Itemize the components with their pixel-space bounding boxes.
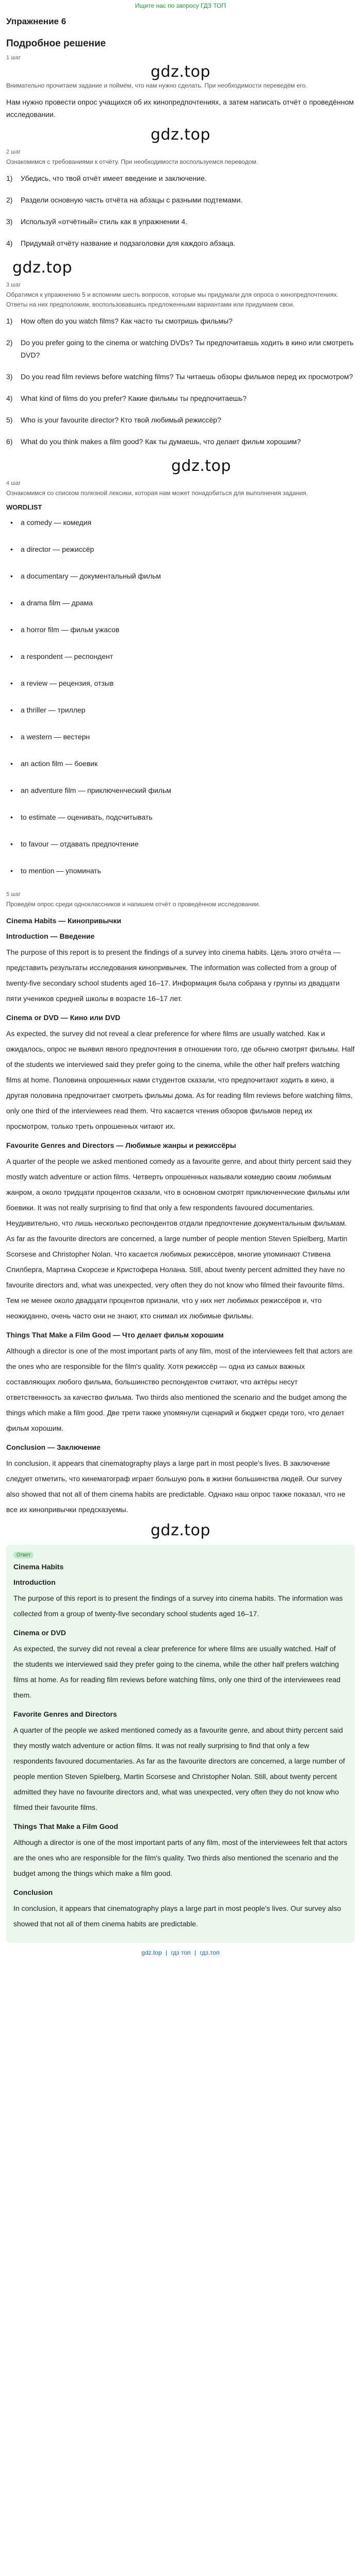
wordlist-item: • to mention — упоминать <box>6 865 355 877</box>
top-search-link[interactable]: Ищите нас по запросу ГДЗ ТОП <box>135 2 226 9</box>
section-paragraph: A quarter of the people we asked mentioned comedy as a favourite genre, and about thirty percent said they mostly watch adventure or action films. Четверть опрошенных называли комедию своим любимым жанром, а около тридцати процентов сказали, что в основном смотрят приключенческие фильмы или боевики. It was not really surprising to find that only a few respondents favoured documentaries. Неудивительно, что лишь несколько респондентов отдали предпочтение документальным фильмам. As far as the favourite directors are concerned, a large number of people mention Steven Spielberg, Martin Scorsese and Christopher Nolan. Что касается любимых режиссёров, многие упоминают Стивена Спилберга, Мартина Скорсезе и Кристофера Нолана. Still, about twenty percent admitted they have no favourite directors and, what was unexpected, very often they do not know who filmed their favourite films. Тем не менее около двадцати процентов признали, что у них нет любимых режиссёров и, что неожиданно, очень часто они не знают, кто снимал их любимые фильмы. <box>6 1157 352 1320</box>
footer-link[interactable]: gdz.top <box>141 1949 162 1956</box>
exercise-title: Упражнение 6 <box>6 16 67 26</box>
wordlist-item: • a review — рецензия, отзыв <box>6 677 355 689</box>
wordlist-item: • a drama film — драма <box>6 597 355 609</box>
section-title: Introduction — Введение <box>6 932 95 940</box>
requirements-list <box>6 172 355 249</box>
section-paragraph: As expected, the survey did not reveal a clear preference for where films are usually watched. Как и ожидалось, опрос не выявил явного предпочтения в отношении того, где обычно смотрят фильмы. Half of the students we interviewed said they prefer going to the cinema, while the other half prefers watching films at home. Половина опрошенных нами студентов сказали, что предпочитают ходить в кино, а другая половина предпочитает смотреть фильмы дома. As for reading film reviews before watching films, only one third of the interviewees read them. Что касается чтения обзоров фильмов перед их просмотром, только треть опрошенных читают их. <box>6 1029 355 1130</box>
answer-paragraph: Although a director is one of the most important parts of any film, most of the interviewees felt that actors are the ones who are responsible for the film's quality. Two thirds also mentioned the scenario and the budget among the things which make a film good. <box>13 1838 348 1877</box>
step-5-label: 5 шаг <box>6 891 21 897</box>
watermark: gdz.top <box>150 1521 211 1539</box>
section-title: Cinema or DVD — Кино или DVD <box>6 1013 121 1022</box>
watermark: gdz.top <box>150 63 211 81</box>
wordlist-title: WORDLIST <box>6 503 42 511</box>
step-1-label: 1 шаг <box>6 55 21 61</box>
answer-box <box>6 1545 355 1943</box>
section-title: Cinema Habits — Кинопривычки <box>6 917 122 925</box>
watermark: gdz.top <box>12 259 73 277</box>
step-3-note: Обратимся к упражнению 5 и вспомним шесть вопросов, которые мы придумали для опроса о кинопредпочтениях. Ответы на них предположим, воспользовавшись предложенными вариантами или придумаем свои. <box>6 291 339 308</box>
wordlist-item: • a comedy — комедия <box>6 516 355 529</box>
list-item: 2) Do you prefer going to the cinema or watching DVDs? Ты предпочитаешь ходить в кино или смотреть DVD? <box>6 338 354 359</box>
list-item: 2) Раздели основную часть отчёта на абзацы с разными подтемами. <box>6 196 243 204</box>
list-item: 6) What do you think makes a film good? Как ты думаешь, что делает фильм хорошим? <box>6 437 301 446</box>
wordlist-item: • a documentary — документальный фильм <box>6 570 355 582</box>
watermark: gdz.top <box>171 457 232 475</box>
step-5-note: Проведём опрос среди одноклассников и напишем отчёт о проведённом исследовании. <box>6 901 260 908</box>
list-item: 4) Придумай отчёту название и подзаголовки для каждого абзаца. <box>6 239 236 247</box>
footer-separator: | <box>166 1949 168 1956</box>
questions-list <box>6 315 355 448</box>
answer-paragraph: As expected, the survey did not reveal a clear preference for where films are usually watched. Half of the students we interviewed said they prefer going to the cinema, while the other half prefers watching films at home. As for reading film reviews before watching films, only one third of the interviewees read them. <box>13 1645 341 1699</box>
section-paragraph: The purpose of this report is to present the findings of a survey into cinema habits. Цель этого отчёта — представить результаты исследования кинопривычек. The information was collected from a group of twenty-five secondary school students aged 16–17. Информация была собрана у группы из двадцати пяти учеников средней школы в возрасте 16–17 лет. <box>6 948 341 1003</box>
list-item: 3) Do you read film reviews before watching films? Ты читаешь обзоры фильмов перед их просмотром? <box>6 372 353 381</box>
answer-section-title: Introduction <box>13 1578 56 1586</box>
answer-paragraph: The purpose of this report is to present the findings of a survey into cinema habits. The information was collected from a group of twenty-five secondary school students aged 16–17. <box>13 1594 343 1618</box>
step-2-label: 2 шаг <box>6 149 21 155</box>
answer-tag: Ответ <box>13 1552 34 1558</box>
footer-link[interactable]: гдз.топ <box>200 1949 220 1956</box>
answer-section-title: Conclusion <box>13 1888 53 1896</box>
list-item: 5) Who is your favourite director? Кто твой любимый режиссёр? <box>6 416 221 424</box>
wordlist-item: • to favour — отдавать предпочтение <box>6 838 355 850</box>
wordlist-item: • a thriller — триллер <box>6 704 355 716</box>
step-1-text: Нам нужно провести опрос учащихся об их кинопредпочтениях, а затем написать отчёт о проведённом исследовании. <box>6 98 354 118</box>
wordlist-item: • a respondent — респондент <box>6 650 355 663</box>
step-2-note: Ознакомимся с требованиями к отчёту. При необходимости воспользуемся переводом. <box>6 158 258 165</box>
step-3-label: 3 шаг <box>6 282 21 288</box>
section-title: Conclusion — Заключение <box>6 1443 101 1451</box>
list-item: 4) What kind of films do you prefer? Какие фильмы ты предпочитаешь? <box>6 394 247 402</box>
answer-paragraph: A quarter of the people we asked mentioned comedy as a favourite genre, and about thirty percent said they mostly watch adventure or action films. It was not really surprising to find that only a few respondents favoured documentaries. As far as the favourite directors are concerned, a large number of people mention Steven Spielberg, Martin Scorsese and Christopher Nolan. Still, about twenty percent admitted they have no favourite directors and, what was unexpected, very often they do not know who filmed their favourite films. <box>13 1726 345 1811</box>
step-4-note: Ознакомимся со списком полезной лексики, которая нам может понадобиться для выполнения задания. <box>6 489 308 497</box>
list-item: 1) Убедись, что твой отчёт имеет введение и заключение. <box>6 174 207 182</box>
list-item: 1) How often do you watch films? Как часто ты смотришь фильмы? <box>6 317 233 325</box>
wordlist-item: • an adventure film — приключенческий фильм <box>6 784 355 796</box>
answer-paragraph: In conclusion, it appears that cinematography plays a large part in most people's lives. Our survey also showed that not all of them cinema habits are predictable. <box>13 1904 341 1928</box>
top-bar <box>6 0 355 12</box>
section-title: Favourite Genres and Directors — Любимые жанры и режиссёры <box>6 1141 236 1149</box>
wordlist-item: • a horror film — фильм ужасов <box>6 623 355 636</box>
list-item: 3) Используй «отчётный» стиль как в упражнении 4. <box>6 217 188 226</box>
section-paragraph: Although a director is one of the most important parts of any film, most of the interviewees felt that actors are the ones who are responsible for the film's quality. Хотя режиссёр — одна из самых важных составляющих любого фильма, большинство респондентов считают, что актёры несут ответственность за качество фильма. Two thirds also mentioned the scenario and the budget among the things which make a film good. Две трети также упомянули сценарий и бюджет среди того, что делает фильм хорошим. <box>6 1347 353 1432</box>
answer-section-title: Things That Make a Film Good <box>13 1822 119 1831</box>
answer-section-title: Favorite Genres and Directors <box>13 1710 117 1718</box>
solution-heading: Подробное решение <box>6 38 106 49</box>
answer-section-title: Cinema Habits <box>13 1563 64 1571</box>
wordlist-item: • a director — режиссёр <box>6 543 355 555</box>
step-4-label: 4 шаг <box>6 480 21 486</box>
answer-section-title: Cinema or DVD <box>13 1629 66 1637</box>
section-title: Things That Make a Film Good — Что делает фильм хорошим <box>6 1331 224 1339</box>
footer-separator: | <box>194 1949 196 1956</box>
section-paragraph: In conclusion, it appears that cinematography plays a large part in most people's lives. В заключение следует отметить, что кинематограф играет большую роль в жизни большинства людей. Our survey also showed that not all of them cinema habits are predictable. Однако наш опрос также показал, что не все их кинопривычки предсказуемы. <box>6 1459 346 1514</box>
wordlist-item: • an action film — боевик <box>6 757 355 770</box>
watermark: gdz.top <box>150 126 211 144</box>
wordlist-item: • a western — вестерн <box>6 731 355 743</box>
footer <box>6 1946 355 1956</box>
footer-link[interactable]: гдз топ <box>171 1949 191 1956</box>
wordlist-item: • to estimate — оценивать, подсчитывать <box>6 811 355 823</box>
wordlist <box>6 516 355 877</box>
step-1-note: Внимательно прочитаем задание и поймём, что нам нужно сделать. При необходимости переведём его. <box>6 82 307 89</box>
